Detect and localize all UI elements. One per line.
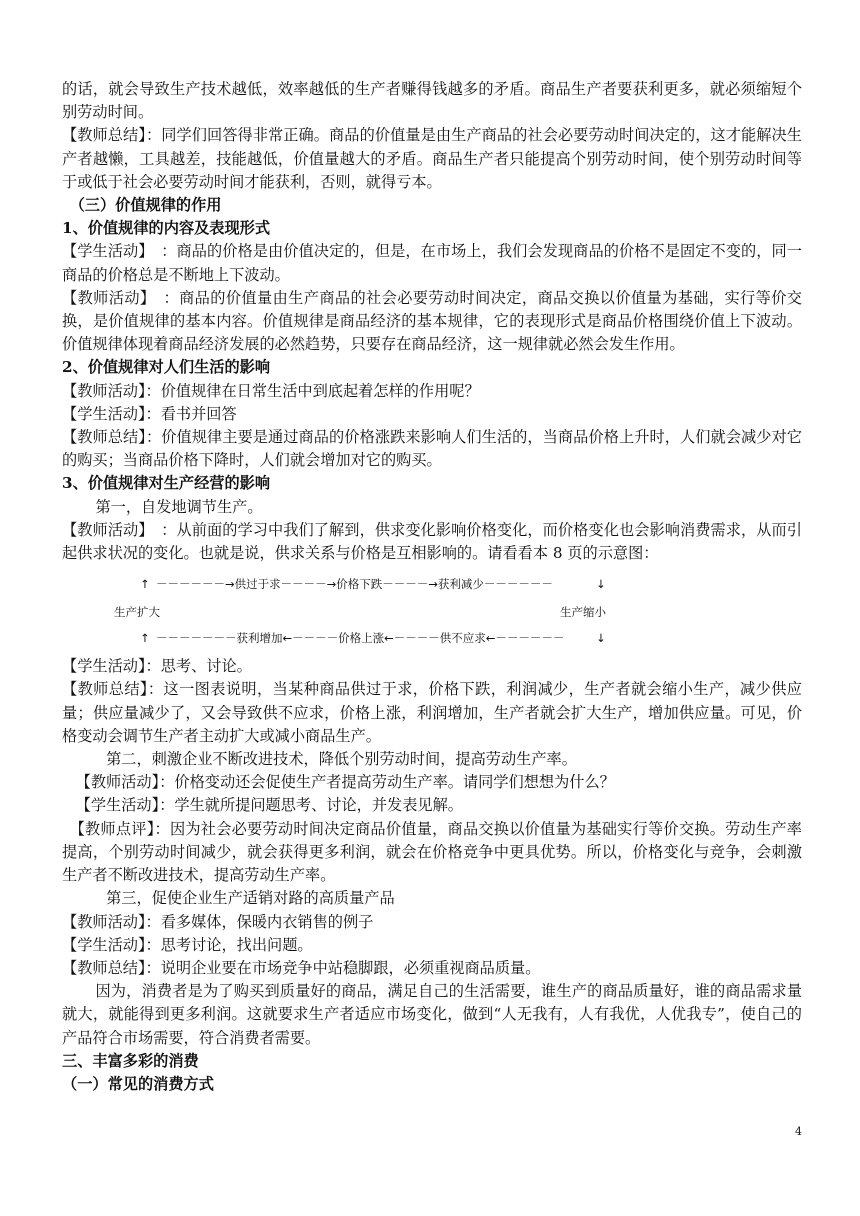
diagram-top-row: －－－－－－→供过于求－－－－→价格下跌－－－－→获利减少－－－－－－ bbox=[156, 577, 553, 592]
diagram-right-label: 生产缩小 bbox=[560, 605, 606, 620]
paragraph: 【学生活动】：思考讨论，找出问题。 bbox=[62, 935, 313, 954]
paragraph: 【教师活动】：价值规律在日常生活中到底起着怎样的作用呢？ bbox=[62, 381, 480, 400]
section-heading: （三）价值规律的作用 bbox=[69, 196, 222, 215]
paragraph: 【学生活动】：看书并回答 bbox=[62, 404, 237, 423]
paragraph: 【教师总结】：价值规律主要是通过商品的价格涨跌来影响人们生活的，当商品价格上升时，人们就会减少对它的购买；当商品价格下降时，人们就会增加对它的购买。 bbox=[62, 428, 802, 470]
paragraph: 【教师点评】：因为社会必要劳动时间决定商品价值量，商品交换以价值量为基础实行等价交换。劳动生产率提高，个别劳动时间减少，就会获得更多利润，就会在价格竞争中更具优势。所以，价格变化与竞争，会刺激生产者不断改进技术，提高劳动生产率。 bbox=[62, 819, 802, 885]
paragraph: 【教师活动】 ：商品的价值量由生产商品的社会必要劳动时间决定，商品交换以价值量为基础，实行等价交换，是价值规律的基本内容。价值规律是商品经济的基本规律，它的表现形式是商品价格围绕价值上下波动。价值规律体现着商品经济发展的必然趋势，只要存在商品经济，这一规律就必然会发生作用。 bbox=[62, 288, 802, 354]
paragraph: 【学生活动】：学生就所提问题思考、讨论，并发表见解。 bbox=[75, 796, 463, 815]
section-heading: 三、丰富多彩的消费 bbox=[62, 1051, 199, 1070]
supply-demand-diagram bbox=[62, 571, 802, 651]
paragraph: 第二，刺激企业不断改进技术，降低个别劳动时间，提高劳动生产率。 bbox=[106, 750, 577, 769]
paragraph: 第三，促使企业生产适销对路的高质量产品 bbox=[106, 889, 395, 908]
down-arrow-icon: ↓ bbox=[596, 577, 606, 592]
paragraph: 【教师总结】：同学们回答得非常正确。商品的价值量是由生产商品的社会必要劳动时间决定的，这才能解决生产者越懒，工具越差，技能越低，价值量越大的矛盾。商品生产者只能提高个别劳动时间，使个别劳动时间等于或低于社会必要劳动时间才能获利，否则，就得亏本。 bbox=[62, 126, 802, 191]
up-arrow-icon: ↑ bbox=[140, 631, 150, 646]
subsection-heading: 3、价值规律对生产经营的影响 bbox=[62, 474, 271, 493]
paragraph: 【学生活动】：思考、讨论。 bbox=[62, 657, 252, 676]
up-arrow-icon: ↑ bbox=[140, 577, 150, 592]
paragraph: 【教师活动】：价格变动还会促使生产者提高劳动生产率。请同学们想想为什么？ bbox=[75, 773, 615, 792]
subsection-heading: （一）常见的消费方式 bbox=[62, 1074, 214, 1093]
document-body bbox=[62, 78, 802, 1096]
paragraph: 因为，消费者是为了购买到质量好的商品，满足自己的生活需要，谁生产的商品质量好，谁的商品需求量就大，就能得到更多利润。这就要求生产者适应市场变化，做到“人无我有，人有我优，人优我专”，使自己的产品符合市场需要，符合消费者需要。 bbox=[62, 982, 802, 1047]
paragraph: 【教师总结】：说明企业要在市场竞争中站稳脚跟，必须重视商品质量。 bbox=[62, 958, 541, 977]
down-arrow-icon: ↓ bbox=[596, 631, 606, 646]
diagram-left-label: 生产扩大 bbox=[114, 605, 160, 620]
subsection-heading: 2、价值规律对人们生活的影响 bbox=[62, 358, 271, 377]
paragraph: 【学生活动】 ：商品的价格是由价值决定的，但是，在市场上，我们会发现商品的价格不是固定不变的，同一商品的价格总是不断地上下波动。 bbox=[62, 242, 802, 284]
paragraph: 的话，就会导致生产技术越低，效率越低的生产者赚得钱越多的矛盾。商品生产者要获利更多，就必须缩短个别劳动时间。 bbox=[62, 80, 802, 122]
diagram-bottom-row: －－－－－－－获利增加←－－－－价格上涨←－－－－供不应求←－－－－－－ bbox=[156, 631, 565, 646]
paragraph: 【教师总结】：这一图表说明，当某种商品供过于求，价格下跌，利润减少，生产者就会缩小生产，减少供应量；供应量减少了，又会导致供不应求，价格上涨，利润增加，生产者就会扩大生产，增加供应量。可见，价格变动会调节生产者主动扩大或减小商品生产。 bbox=[62, 680, 802, 745]
paragraph: 【教师活动】 ：从前面的学习中我们了解到，供求变化影响价格变化，而价格变化也会影响消费需求，从而引起供求状况的变化。也就是说，供求关系与价格是互相影响的。请看看本 8 页的示意图： bbox=[62, 520, 802, 563]
page-number: 4 bbox=[795, 1125, 802, 1138]
paragraph: 【教师活动】：看多媒体，保暖内衣销售的例子 bbox=[62, 912, 374, 931]
paragraph: 第一，自发地调节生产。 bbox=[95, 497, 263, 516]
subsection-heading: 1、价值规律的内容及表现形式 bbox=[62, 219, 271, 238]
